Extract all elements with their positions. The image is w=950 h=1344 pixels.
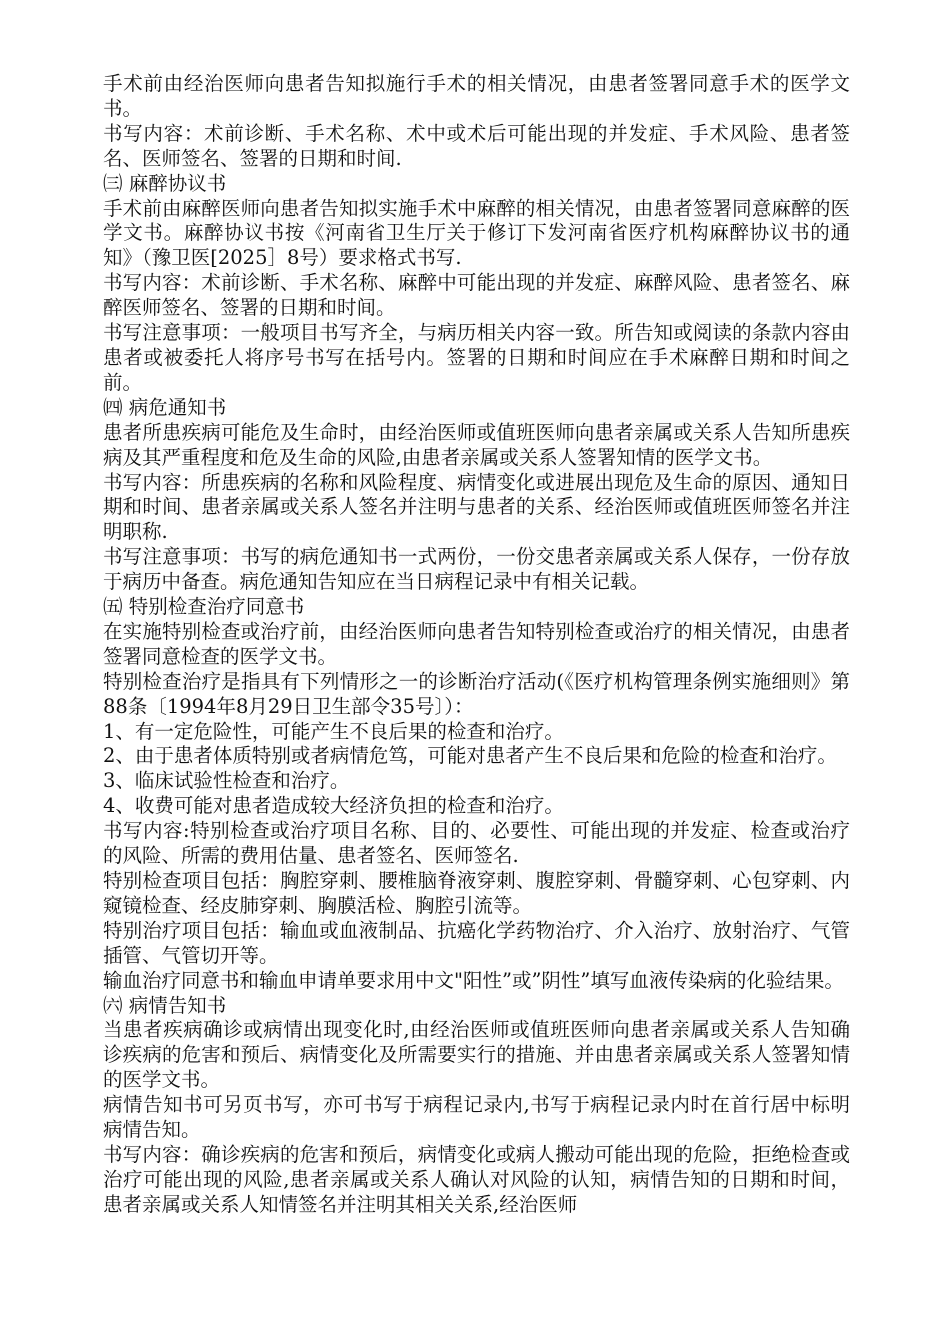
paragraph-condition-notice-intro: 当患者疾病确诊或病情出现变化时,由经治医师或值班医师向患者亲属或关系人告知确诊疾病的危害和预后、病情变化及所需要实行的措施、并由患者亲属或关系人签署知情的医学文书。 (103, 1018, 850, 1092)
list-item-1: 1、有一定危险性，可能产生不良后果的检查和治疗。 (103, 719, 564, 743)
paragraph-transfusion-consent: 输血治疗同意书和输血申请单要求用中文"阳性”或”阴性”填写血液传染病的化验结果。 (103, 968, 844, 992)
section-heading-special-exam-consent: ㈤ 特别检查治疗同意书 (103, 595, 305, 619)
paragraph-special-exam-content: 书写内容:特别检查或治疗项目名称、目的、必要性、可能出现的并发症、检查或治疗的风险、所需的费用估量、患者签名、医师签名. (103, 819, 850, 868)
paragraph-special-exam-intro: 在实施特别检查或治疗前，由经治医师向患者告知特别检查或治疗的相关情况，由患者签署同意检查的医学文书。 (103, 619, 850, 668)
paragraph-condition-notice-content: 书写内容：确诊疾病的危害和预后，病情变化或病人搬动可能出现的危险，拒绝检查或治疗可能出现的风险,患者亲属或关系人确认对风险的认知，病情告知的日期和时间，患者亲属或关系人知情签名并注明其相关关系,经治医师 (103, 1142, 850, 1216)
paragraph-surgery-consent-content: 书写内容：术前诊断、手术名称、术中或术后可能出现的并发症、手术风险、患者签名、医师签名、签署的日期和时间. (103, 121, 850, 170)
section-heading-anesthesia-agreement: ㈢ 麻醉协议书 (103, 171, 227, 195)
paragraph-condition-notice-format: 病情告知书可另页书写，亦可书写于病程记录内,书写于病程记录内时在首行居中标明病情告知。 (103, 1093, 850, 1142)
section-heading-condition-notice: ㈥ 病情告知书 (103, 993, 227, 1017)
paragraph-anesthesia-intro: 手术前由麻醉医师向患者告知拟实施手术中麻醉的相关情况，由患者签署同意麻醉的医学文书。麻醉协议书按《河南省卫生厅关于修订下发河南省医疗机构麻醉协议书的通知》（豫卫医[2025］8号）要求格式书写. (103, 196, 850, 270)
section-heading-critical-notice: ㈣ 病危通知书 (103, 395, 227, 419)
paragraph-anesthesia-content: 书写内容：术前诊断、手术名称、麻醉中可能出现的并发症、麻醉风险、患者签名、麻醉医师签名、签署的日期和时间。 (103, 271, 850, 320)
list-item-3: 3、临床试验性检查和治疗。 (103, 769, 350, 793)
paragraph-special-treatment-items: 特别治疗项目包括：输血或血液制品、抗癌化学药物治疗、介入治疗、放射治疗、气管插管、气管切开等。 (103, 918, 850, 967)
paragraph-special-exam-items: 特别检查项目包括：胸腔穿刺、腰椎脑脊液穿刺、腹腔穿刺、骨髓穿刺、心包穿刺、内窥镜检查、经皮肺穿刺、胸膜活检、胸腔引流等。 (103, 869, 850, 917)
paragraph-surgery-consent-intro: 手术前由经治医师向患者告知拟施行手术的相关情况，由患者签署同意手术的医学文书。 (103, 72, 850, 120)
list-item-2: 2、由于患者体质特别或者病情危笃，可能对患者产生不良后果和危险的检查和治疗。 (103, 744, 837, 768)
paragraph-critical-notice-notes: 书写注意事项：书写的病危通知书一式两份，一份交患者亲属或关系人保存，一份存放于病历中备查。病危通知告知应在当日病程记录中有相关记载。 (103, 545, 850, 594)
paragraph-critical-notice-content: 书写内容：所患疾病的名称和风险程度、病情变化或进展出现危及生命的原因、通知日期和时间、患者亲属或关系人签名并注明与患者的关系、经治医师或值班医师签名并注明职称. (103, 470, 850, 544)
paragraph-special-exam-definition: 特别检查治疗是指具有下列情形之一的诊断治疗活动(《医疗机构管理条例实施细则》第88条〔1994年8月29日卫生部令35号〕）： (103, 669, 850, 718)
paragraph-anesthesia-notes: 书写注意事项：一般项目书写齐全，与病历相关内容一致。所告知或阅读的条款内容由患者或被委托人将序号书写在括号内。签署的日期和时间应在手术麻醉日期和时间之前。 (103, 321, 850, 394)
paragraph-critical-notice-intro: 患者所患疾病可能危及生命时，由经治医师或值班医师向患者亲属或关系人告知所患疾病及其严重程度和危及生命的风险,由患者亲属或关系人签署知情的医学文书。 (103, 420, 850, 469)
list-item-4: 4、收费可能对患者造成较大经济负担的检查和治疗。 (103, 794, 564, 818)
